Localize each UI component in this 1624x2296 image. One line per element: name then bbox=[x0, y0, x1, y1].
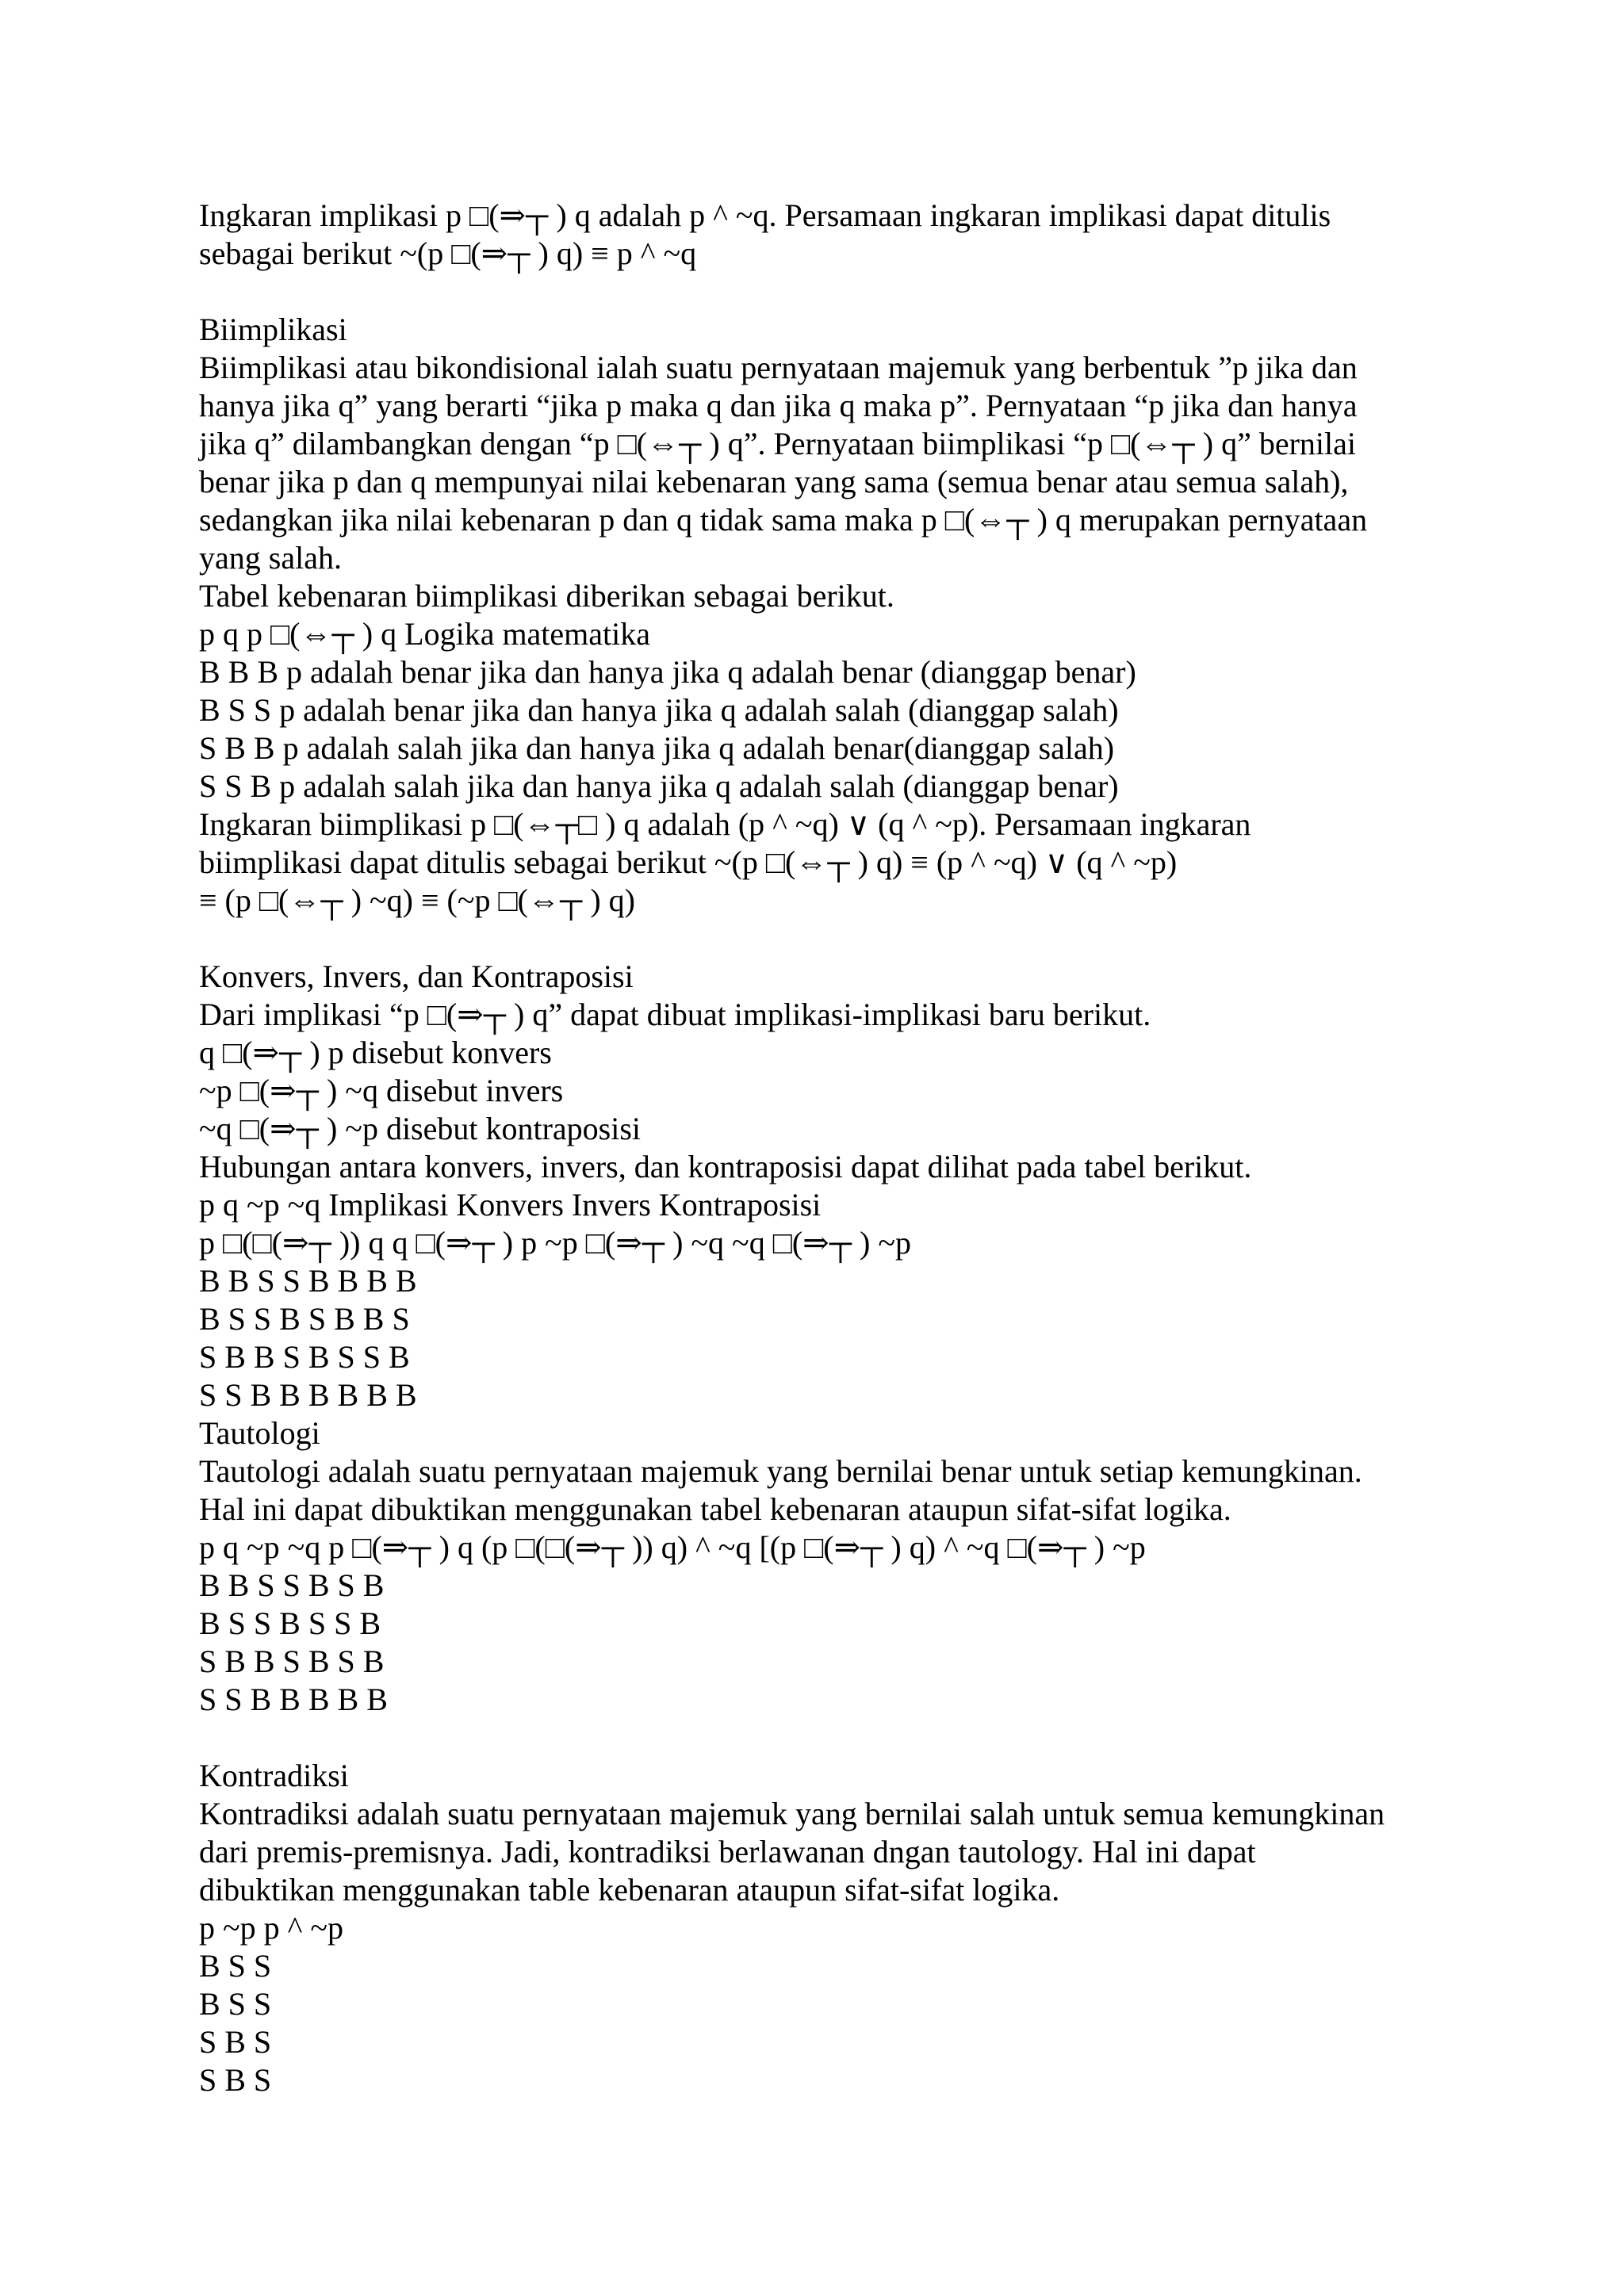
text-line: S B B p adalah salah jika dan hanya jika q adalah benar(dianggap salah) bbox=[199, 730, 1115, 766]
text-line: Biimplikasi atau bikondisional ialah suatu pernyataan majemuk yang berbentuk ”p jika dan bbox=[199, 350, 1358, 385]
text-line: p q p □(⇔┬ ) q Logika matematika bbox=[199, 616, 651, 652]
text-line: B S S p adalah benar jika dan hanya jika q adalah salah (dianggap salah) bbox=[199, 692, 1119, 728]
text-line: Tabel kebenaran biimplikasi diberikan sebagai berikut. bbox=[199, 578, 894, 614]
text-line: p q ~p ~q Implikasi Konvers Invers Kontraposisi bbox=[199, 1187, 822, 1223]
text-line: p ~p p ^ ~p bbox=[199, 1910, 344, 1946]
text-line: benar jika p dan q mempunyai nilai kebenaran yang sama (semua benar atau semua salah), bbox=[199, 464, 1349, 499]
text-line: S B B S B S S B bbox=[199, 1339, 410, 1375]
text-line: sebagai berikut ~(p □(⇒┬ ) q) ≡ p ^ ~q bbox=[199, 235, 697, 271]
text-line: Tautologi adalah suatu pernyataan majemuk yang bernilai benar untuk setiap kemungkinan. bbox=[199, 1453, 1362, 1489]
paragraph-gap bbox=[199, 1719, 1436, 1757]
text-line: B B S S B S B bbox=[199, 1567, 385, 1603]
text-line: S S B p adalah salah jika dan hanya jika q adalah salah (dianggap benar) bbox=[199, 768, 1119, 804]
text-line: S B S bbox=[199, 2024, 272, 2060]
text-line: yang salah. bbox=[199, 540, 342, 576]
text-line: jika q” dilambangkan dengan “p □(⇔┬ ) q”. Pernyataan biimplikasi “p □(⇔┬ ) q” bernilai bbox=[199, 426, 1357, 461]
text-line: B S S bbox=[199, 1948, 272, 1984]
text-line: B B B p adalah benar jika dan hanya jika q adalah benar (dianggap benar) bbox=[199, 654, 1136, 690]
text-line: Dari implikasi “p □(⇒┬ ) q” dapat dibuat implikasi-implikasi baru berikut. bbox=[199, 997, 1151, 1032]
text-line: B S S bbox=[199, 1986, 272, 2022]
text-line: dari premis-premisnya. Jadi, kontradiksi berlawanan dngan tautology. Hal ini dapat bbox=[199, 1834, 1256, 1869]
paragraph-gap bbox=[199, 273, 1436, 311]
text-line: hanya jika q” yang berarti “jika p maka q dan jika q maka p”. Pernyataan “p jika dan hanya bbox=[199, 388, 1358, 423]
text-line: biimplikasi dapat ditulis sebagai berikut ~(p □(⇔┬ ) q) ≡ (p ^ ~q) ∨ (q ^ ~p) bbox=[199, 844, 1178, 880]
text-line: p □(□(⇒┬ )) q q □(⇒┬ ) p ~p □(⇒┬ ) ~q ~q □(⇒┬ ) ~p bbox=[199, 1225, 911, 1261]
text-line: Ingkaran implikasi p □(⇒┬ ) q adalah p ^ ~q. Persamaan ingkaran implikasi dapat ditulis bbox=[199, 197, 1331, 233]
text-line: q □(⇒┬ ) p disebut konvers bbox=[199, 1035, 552, 1070]
paragraph-gap bbox=[199, 920, 1436, 958]
text-line: S S B B B B B B bbox=[199, 1377, 417, 1413]
text-line: S B B S B S B bbox=[199, 1644, 385, 1679]
text-line: ≡ (p □(⇔┬ ) ~q) ≡ (~p □(⇔┬ ) q) bbox=[199, 882, 635, 918]
document-body bbox=[199, 197, 1436, 2099]
text-line: S B S bbox=[199, 2062, 272, 2098]
text-line: B S S B S S B bbox=[199, 1605, 381, 1641]
text-line: Kontradiksi adalah suatu pernyataan majemuk yang bernilai salah untuk semua kemungkinan bbox=[199, 1796, 1385, 1831]
text-line: Biimplikasi bbox=[199, 312, 347, 347]
text-line: Ingkaran biimplikasi p □(⇔┬□ ) q adalah (p ^ ~q) ∨ (q ^ ~p). Persamaan ingkaran bbox=[199, 806, 1251, 842]
text-line: Hubungan antara konvers, invers, dan kontraposisi dapat dilihat pada tabel berikut. bbox=[199, 1149, 1252, 1184]
text-line: B B S S B B B B bbox=[199, 1263, 417, 1299]
text-line: ~p □(⇒┬ ) ~q disebut invers bbox=[199, 1073, 564, 1108]
text-line: Kontradiksi bbox=[199, 1758, 349, 1793]
text-line: sedangkan jika nilai kebenaran p dan q tidak sama maka p □(⇔┬ ) q merupakan pernyataan bbox=[199, 502, 1368, 538]
text-line: Hal ini dapat dibuktikan menggunakan tabel kebenaran ataupun sifat-sifat logika. bbox=[199, 1491, 1231, 1527]
text-line: Tautologi bbox=[199, 1415, 320, 1451]
text-line: B S S B S B B S bbox=[199, 1301, 410, 1337]
text-line: dibuktikan menggunakan table kebenaran ataupun sifat-sifat logika. bbox=[199, 1872, 1060, 1908]
text-line: Konvers, Invers, dan Kontraposisi bbox=[199, 959, 634, 994]
text-line: S S B B B B B bbox=[199, 1682, 388, 1717]
text-line: p q ~p ~q p □(⇒┬ ) q (p □(□(⇒┬ )) q) ^ ~q [(p □(⇒┬ ) q) ^ ~q □(⇒┬ ) ~p bbox=[199, 1529, 1146, 1565]
text-line: ~q □(⇒┬ ) ~p disebut kontraposisi bbox=[199, 1111, 642, 1146]
